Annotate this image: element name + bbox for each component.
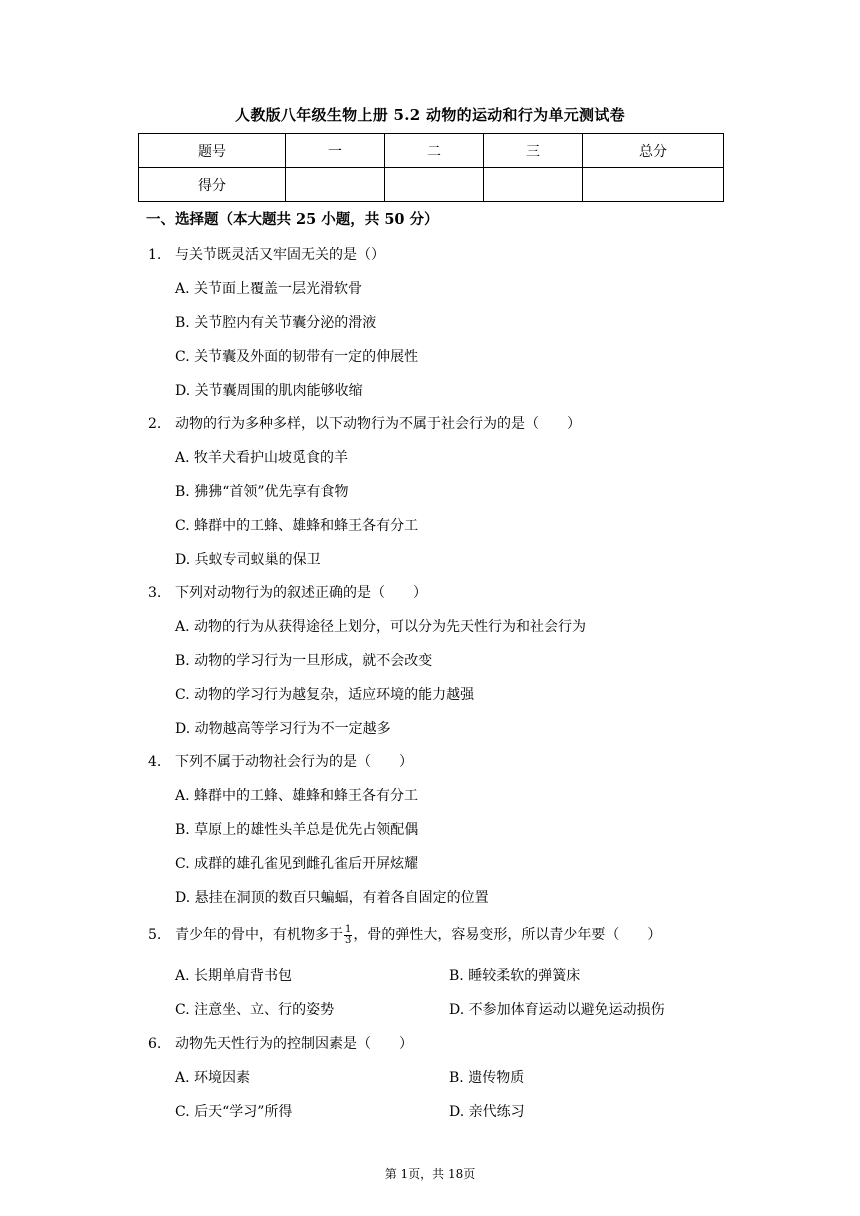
score-cell: [385, 168, 484, 202]
question-number: 1.: [148, 247, 162, 263]
page-title: 人教版八年级生物上册 5.2 动物的运动和行为单元测试卷: [235, 106, 625, 124]
question-text-after: ，骨的弹性大，容易变形，所以青少年要（ ）: [353, 927, 662, 943]
option-c: C. 动物的学习行为越复杂，适应环境的能力越强: [175, 687, 475, 703]
option-a: A. 长期单肩背书包: [175, 968, 293, 984]
option-c: C. 蜂群中的工蜂、雄蜂和蜂王各有分工: [175, 518, 419, 534]
score-table-header-row: [139, 134, 724, 168]
question-number: 3.: [148, 585, 162, 601]
score-table-score-row: [139, 168, 724, 202]
option-b: B. 狒狒“首领”优先享有食物: [175, 484, 349, 500]
option-d: D. 关节囊周围的肌肉能够收缩: [175, 383, 363, 399]
option-a: A. 关节面上覆盖一层光滑软骨: [175, 281, 363, 297]
question-number: 4.: [148, 754, 162, 770]
score-header-cell: 三: [484, 134, 583, 168]
question-1: [148, 244, 385, 264]
question-text: 下列不属于动物社会行为的是（ ）: [175, 754, 413, 770]
score-row-label: 得分: [139, 168, 286, 202]
question-text: 动物的行为多种多样，以下动物行为不属于社会行为的是（ ）: [175, 416, 581, 432]
option-c: C. 成群的雄孔雀见到雌孔雀后开屏炫耀: [175, 856, 419, 872]
question-number: 5.: [148, 927, 162, 943]
score-header-cell: 一: [286, 134, 385, 168]
option-b: B. 遗传物质: [449, 1070, 525, 1086]
question-text: 与关节既灵活又牢固无关的是（）: [175, 247, 385, 263]
question-6: [148, 1033, 413, 1053]
option-a: A. 环境因素: [175, 1070, 251, 1086]
option-a: A. 蜂群中的工蜂、雄蜂和蜂王各有分工: [175, 788, 419, 804]
option-b: B. 睡较柔软的弹簧床: [449, 968, 581, 984]
question-number: 6.: [148, 1036, 162, 1052]
question-4: [148, 751, 413, 771]
fraction-denominator: 3: [345, 934, 352, 946]
option-d: D. 兵蚁专司蚁巢的保卫: [175, 552, 321, 568]
option-c: C. 关节囊及外面的韧带有一定的伸展性: [175, 349, 419, 365]
score-cell: [484, 168, 583, 202]
question-number: 2.: [148, 416, 162, 432]
score-header-cell: 总分: [583, 134, 724, 168]
score-table: [138, 133, 724, 202]
question-text-before: 青少年的骨中，有机物多于: [175, 927, 343, 943]
question-text: 下列对动物行为的叙述正确的是（ ）: [175, 585, 427, 601]
question-2: [148, 413, 581, 433]
score-cell: [286, 168, 385, 202]
score-cell: [583, 168, 724, 202]
option-b: B. 草原上的雄性头羊总是优先占领配偶: [175, 822, 419, 838]
option-c: C. 注意坐、立、行的姿势: [175, 1002, 335, 1018]
option-a: A. 动物的行为从获得途径上划分，可以分为先天性行为和社会行为: [175, 619, 587, 635]
score-header-cell: 题号: [139, 134, 286, 168]
option-d: D. 动物越高等学习行为不一定越多: [175, 721, 391, 737]
fraction-numerator: 1: [345, 923, 352, 935]
fraction: [344, 925, 352, 946]
option-c: C. 后天“学习”所得: [175, 1104, 293, 1120]
question-5: [148, 924, 661, 946]
option-a: A. 牧羊犬看护山坡觅食的羊: [175, 450, 349, 466]
question-text: 动物先天性行为的控制因素是（ ）: [175, 1036, 413, 1052]
option-b: B. 关节腔内有关节囊分泌的滑液: [175, 315, 377, 331]
option-d: D. 亲代练习: [449, 1104, 525, 1120]
option-d: D. 悬挂在洞顶的数百只蝙蝠，有着各自固定的位置: [175, 890, 489, 906]
section-heading: 一、选择题（本大题共 25 小题，共 50 分）: [146, 211, 439, 228]
page-footer: 第 1页，共 18页: [384, 1167, 476, 1181]
question-3: [148, 582, 427, 602]
score-header-cell: 二: [385, 134, 484, 168]
option-b: B. 动物的学习行为一旦形成，就不会改变: [175, 653, 433, 669]
option-d: D. 不参加体育运动以避免运动损伤: [449, 1002, 665, 1018]
